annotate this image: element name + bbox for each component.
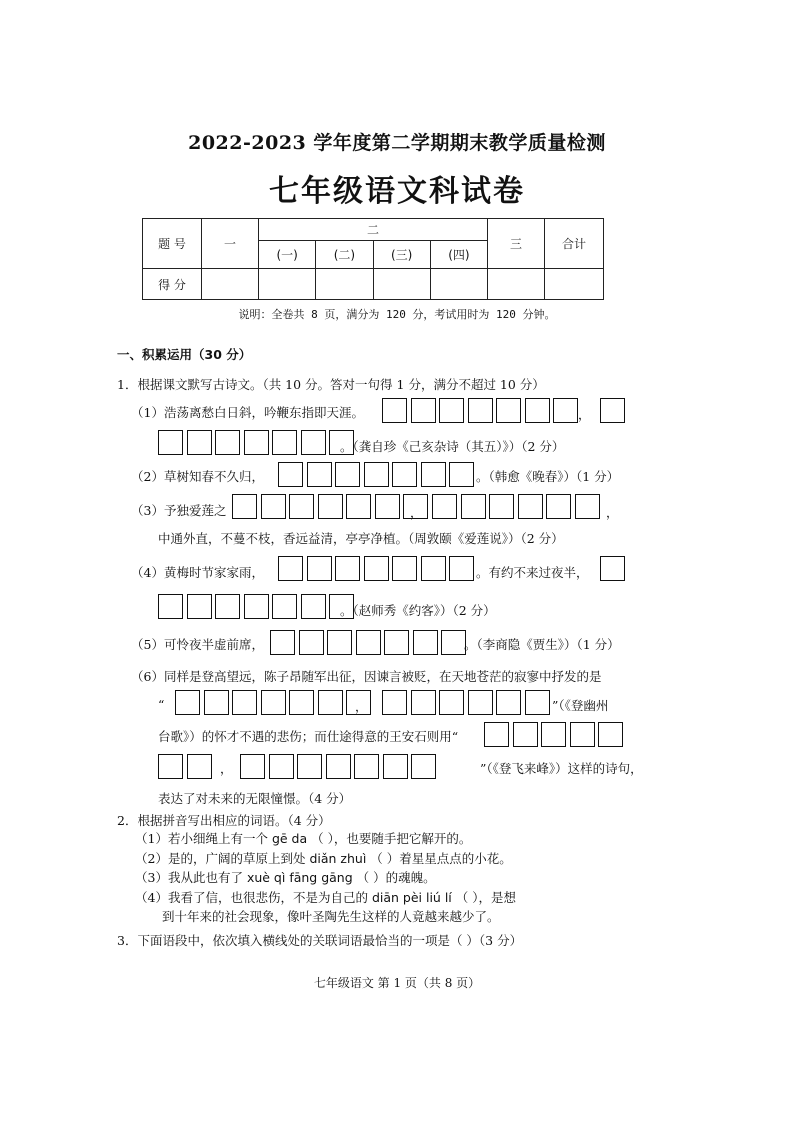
col-2: 二 bbox=[259, 219, 488, 241]
sub-col-3: (三) bbox=[373, 241, 430, 269]
answer-box[interactable] bbox=[244, 594, 269, 619]
answer-box[interactable] bbox=[346, 494, 371, 519]
defen-label: 得 分 bbox=[143, 269, 202, 300]
answer-box[interactable] bbox=[335, 462, 360, 487]
answer-box[interactable] bbox=[269, 754, 294, 779]
q1-item1-text: （1）浩荡离愁白日斜，吟鞭东指即天涯。 bbox=[131, 405, 364, 420]
q1-item6-text3: 表达了对未来的无限憧憬。（4 分） bbox=[158, 791, 352, 806]
answer-box[interactable] bbox=[364, 462, 389, 487]
sub-col-2: (二) bbox=[316, 241, 373, 269]
answer-box[interactable] bbox=[346, 690, 371, 715]
answer-box[interactable] bbox=[392, 556, 417, 581]
answer-box[interactable] bbox=[240, 754, 265, 779]
comma: ， bbox=[578, 407, 591, 422]
answer-box[interactable] bbox=[158, 594, 183, 619]
answer-box[interactable] bbox=[439, 398, 464, 423]
answer-box[interactable] bbox=[215, 430, 240, 455]
score-cell[interactable] bbox=[202, 269, 259, 300]
pinyin: diǎn zhuì bbox=[309, 851, 367, 866]
tihao-label: 题 号 bbox=[143, 219, 202, 269]
page-footer: 七年级语文 第 1 页（共 8 页） bbox=[313, 976, 481, 990]
exam-note: 说明：全卷共 8 页，满分为 120 分，考试用时为 120 分钟。 bbox=[238, 308, 556, 321]
answer-box[interactable] bbox=[187, 594, 212, 619]
q1-item3-text: （3）予独爱莲之 bbox=[131, 503, 227, 518]
q1-item3-source: 中通外直，不蔓不枝，香远益清，亭亭净植。（周敦颐《爱莲说》）（2 分） bbox=[158, 531, 564, 546]
answer-box[interactable] bbox=[468, 398, 493, 423]
answer-box[interactable] bbox=[449, 556, 474, 581]
answer-box[interactable] bbox=[318, 494, 343, 519]
answer-box[interactable] bbox=[411, 398, 436, 423]
q3-stem: 3．下面语段中，依次填入横线处的关联词语最恰当的一项是（ ）（3 分） bbox=[117, 933, 523, 948]
answer-box[interactable] bbox=[484, 722, 509, 747]
q2-item3: （3）我从此也有了 xuè qì fāng gāng （ ）的魂魄。 bbox=[135, 870, 436, 885]
answer-box[interactable] bbox=[270, 630, 295, 655]
answer-box[interactable] bbox=[411, 754, 436, 779]
sub-col-1: (一) bbox=[259, 241, 316, 269]
answer-box[interactable] bbox=[244, 430, 269, 455]
q1-item6-text2: 台歌》）的怀才不遇的悲伤；而仕途得意的王安石则用“ bbox=[158, 729, 459, 744]
answer-box[interactable] bbox=[327, 630, 352, 655]
answer-box[interactable] bbox=[575, 494, 600, 519]
answer-box[interactable] bbox=[600, 556, 625, 581]
answer-box[interactable] bbox=[496, 690, 521, 715]
comma: ， bbox=[410, 505, 423, 520]
answer-box[interactable] bbox=[598, 722, 623, 747]
answer-box[interactable] bbox=[364, 556, 389, 581]
answer-box[interactable] bbox=[411, 690, 436, 715]
answer-box[interactable] bbox=[215, 594, 240, 619]
pinyin: xuè qì fāng gāng bbox=[246, 870, 353, 885]
q1-item2-source: 。（韩愈《晚春》）（1 分） bbox=[476, 469, 620, 484]
q1-item5-source: 。（李商隐《贾生》）（1 分） bbox=[464, 637, 620, 652]
answer-box[interactable] bbox=[600, 398, 625, 423]
answer-box[interactable] bbox=[421, 462, 446, 487]
q2-item4-cont: 到十年来的社会现象，像叶圣陶先生这样的人竟越来越少了。 bbox=[162, 909, 500, 924]
answer-box[interactable] bbox=[546, 494, 571, 519]
pinyin: gē da bbox=[271, 831, 308, 846]
answer-box[interactable] bbox=[326, 754, 351, 779]
answer-box[interactable] bbox=[261, 690, 286, 715]
comma: ， bbox=[220, 761, 233, 776]
answer-box[interactable] bbox=[354, 754, 379, 779]
answer-box[interactable] bbox=[383, 754, 408, 779]
score-cell[interactable] bbox=[488, 269, 545, 300]
answer-box[interactable] bbox=[158, 430, 183, 455]
open-quote: “ bbox=[158, 697, 165, 712]
answer-box[interactable] bbox=[441, 630, 466, 655]
answer-box[interactable] bbox=[403, 494, 428, 519]
answer-box[interactable] bbox=[299, 630, 324, 655]
pinyin: diān pèi liú lí bbox=[371, 890, 452, 905]
answer-box[interactable] bbox=[289, 690, 314, 715]
q2-item2: （2）是的，广阔的草原上到处 diǎn zhuì （ ）着星星点点的小花。 bbox=[135, 851, 512, 866]
sub-col-4: (四) bbox=[430, 241, 487, 269]
answer-box[interactable] bbox=[518, 494, 543, 519]
comma: ， bbox=[355, 699, 368, 714]
answer-box[interactable] bbox=[421, 556, 446, 581]
answer-box[interactable] bbox=[301, 594, 326, 619]
answer-box[interactable] bbox=[187, 430, 212, 455]
col-1: 一 bbox=[202, 219, 259, 269]
answer-box[interactable] bbox=[513, 722, 538, 747]
q1-item4-source: 。（赵师秀《约客》）（2 分） bbox=[340, 603, 496, 618]
answer-box[interactable] bbox=[413, 630, 438, 655]
answer-box[interactable] bbox=[318, 690, 343, 715]
score-cell[interactable] bbox=[545, 269, 604, 300]
answer-box[interactable] bbox=[449, 462, 474, 487]
answer-box[interactable] bbox=[461, 494, 486, 519]
answer-box[interactable] bbox=[553, 398, 578, 423]
exam-title: 2022-2023 学年度第二学期期末教学质量检测 bbox=[188, 132, 606, 154]
section-heading: 一、积累运用（30 分） bbox=[117, 347, 252, 362]
answer-box[interactable] bbox=[570, 722, 595, 747]
q1-item5-text: （5）可怜夜半虚前席， bbox=[131, 637, 264, 652]
q2-stem: 2．根据拼音写出相应的词语。（4 分） bbox=[117, 813, 331, 828]
answer-box[interactable] bbox=[382, 690, 407, 715]
score-cell[interactable] bbox=[430, 269, 487, 300]
q2-item1: （1）若小细绳上有一个 gē da （ ），也要随手把它解开的。 bbox=[135, 831, 472, 846]
score-cell[interactable] bbox=[259, 269, 316, 300]
answer-box[interactable] bbox=[432, 494, 457, 519]
answer-box[interactable] bbox=[329, 430, 354, 455]
answer-box[interactable] bbox=[289, 494, 314, 519]
answer-box[interactable] bbox=[525, 398, 550, 423]
answer-box[interactable] bbox=[489, 494, 514, 519]
answer-box[interactable] bbox=[384, 630, 409, 655]
answer-box[interactable] bbox=[356, 630, 381, 655]
answer-box[interactable] bbox=[525, 690, 550, 715]
answer-box[interactable] bbox=[232, 494, 257, 519]
col-total: 合计 bbox=[545, 219, 604, 269]
q1-stem: 1．根据课文默写古诗文。（共 10 分。答对一句得 1 分，满分不超过 10 分） bbox=[117, 377, 545, 392]
answer-box[interactable] bbox=[392, 462, 417, 487]
answer-box[interactable] bbox=[335, 556, 360, 581]
q1-item4-mid: 。有约不来过夜半， bbox=[476, 565, 589, 580]
answer-box[interactable] bbox=[468, 690, 493, 715]
q1-item6-text: （6）同样是登高望远，陈子昂随军出征，因谏言被贬，在天地苍茫的寂寥中抒发的是 bbox=[131, 669, 602, 684]
answer-box[interactable] bbox=[307, 462, 332, 487]
answer-box[interactable] bbox=[301, 430, 326, 455]
answer-box[interactable] bbox=[232, 690, 257, 715]
answer-box[interactable] bbox=[272, 430, 297, 455]
q1-item6-source1: ”（《登幽州 bbox=[552, 698, 609, 713]
answer-box[interactable] bbox=[329, 594, 354, 619]
answer-box[interactable] bbox=[204, 690, 229, 715]
answer-box[interactable] bbox=[297, 754, 322, 779]
answer-box[interactable] bbox=[278, 556, 303, 581]
score-cell[interactable] bbox=[316, 269, 373, 300]
answer-box[interactable] bbox=[175, 690, 200, 715]
answer-box[interactable] bbox=[375, 494, 400, 519]
answer-box[interactable] bbox=[158, 754, 183, 779]
answer-box[interactable] bbox=[278, 462, 303, 487]
answer-box[interactable] bbox=[541, 722, 566, 747]
answer-box[interactable] bbox=[187, 754, 212, 779]
q1-item6-source2: ”（《登飞来峰》）这样的诗句， bbox=[480, 761, 643, 776]
col-3: 三 bbox=[488, 219, 545, 269]
score-cell[interactable] bbox=[373, 269, 430, 300]
exam-subtitle: 七年级语文科试卷 bbox=[269, 174, 525, 209]
answer-box[interactable] bbox=[261, 494, 286, 519]
answer-box[interactable] bbox=[307, 556, 332, 581]
comma: ， bbox=[606, 505, 619, 520]
q1-item4-text: （4）黄梅时节家家雨， bbox=[131, 565, 264, 580]
answer-box[interactable] bbox=[439, 690, 464, 715]
answer-box[interactable] bbox=[496, 398, 521, 423]
score-table bbox=[142, 218, 604, 300]
answer-box[interactable] bbox=[382, 398, 407, 423]
q1-item1-source: 。（龚自珍《己亥杂诗（其五）》）（2 分） bbox=[340, 439, 565, 454]
answer-box[interactable] bbox=[272, 594, 297, 619]
q2-item4: （4）我看了信，也很悲伤，不是为自己的 diān pèi liú lí （ ），是想 bbox=[135, 890, 516, 905]
q1-item2-text: （2）草树知春不久归， bbox=[131, 469, 264, 484]
